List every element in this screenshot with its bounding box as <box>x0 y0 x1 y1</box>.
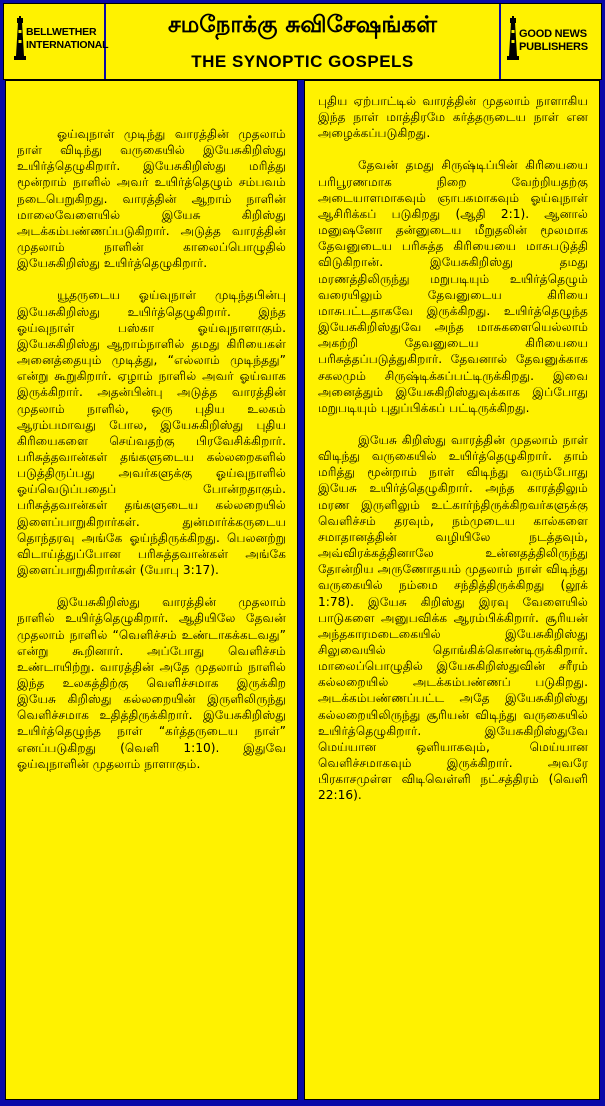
bellwether-logo <box>4 4 109 79</box>
page-header <box>3 3 602 80</box>
paragraph: இயேசுகிறிஸ்து வாரத்தின் முதலாம் நாளில் உயிர்த்தெழுகிறார். ஆதியிலே தேவன் முதலாம் நாளில் “வெளிச்சம் உண்டாகக்கடவது” என்று கூறினார். அப்போது வெளிச்சம் உண்டாயிற்று. வாரத்தின் அதே முதலாம் நாளில் இந்த உலகத்திற்கு வெளிச்சமாக இருக்கிற இயேசு கிறிஸ்து கல்லறையின் இருளிலிருந்து வெளிச்சமாக உதித்திருக்கிறார். இயேசுகிறிஸ்து உயிர்த்தெழுந்த நாள் “கர்த்தருடைய நாள்” எனப்படுகிறது (வெளி 1:10). இதுவே ஓய்வுநாளின் முதலாம் நாளாகும். <box>17 595 286 771</box>
paragraph: ஓய்வுநாள் முடிந்து வாரத்தின் முதலாம் நாள் விடிந்து வருகையில் இயேசுகிறிஸ்து உயிர்த்தெழுகிறார். இயேசுகிறிஸ்து மரித்து மூன்றாம் நாளில் அவர் உயிர்த்தெழும் சம்பவம் நடைபெறுகிறது. வாரத்தின் ஆறாம் நாளின் மாலைவேளையில் இயேசு கிறிஸ்து அடக்கம்பண்ணப்படுகிறார். அடுத்த வாரத்தின் முதலாம் நாளின் காலைப்பொழுதில் இயேசுகிறிஸ்து உயிர்த்தெழுகிறார். <box>17 127 286 271</box>
bellwether-logo-text: BELLWETHER INTERNATIONAL <box>26 26 109 51</box>
good-news-publishers-logo <box>499 4 601 79</box>
paragraph: புதிய ஏற்பாட்டில் வாரத்தின் முதலாம் நாளாகிய இந்த நாள் மாத்திரமே கர்த்தருடைய நாள் என அழைக்கப்படுகிறது. <box>318 94 588 141</box>
paragraph: இயேசு கிறிஸ்து வாரத்தின் முதலாம் நாள் விடிந்து வருகையில் உயிர்த்தெழுகிறார். தாம் மரித்து மூன்றாம் நாள் விடிந்து வரும்போது இயேசு உயிர்த்தெழுகிறார். அந்த காரத்திலும் மரண இருளிலும் உட்கார்ந்திருக்கிறவர்களுக்கு வெளிச்சம் தரவும், நம்முடைய கால்களை சமாதானத்தின் வழியிலே நடத்தவும், அவ்விரக்கத்தினாலே உன்னதத்திலிருந்து தோன்றிய அருணோதயம் முதலாம் நாள் விடிந்து வருகையில் நம்மை சந்தித்திருக்கிறது (லூக் 1:78). இயேசு கிறிஸ்து இரவு வேளையில் பாடுகளை அனுபவிக்க ஆரம்பிக்கிறார். சூரியன் அந்தகாரமடைகையில் இயேசுகிறிஸ்து சிலுவையில் தொங்கிக்கொண்டிருக்கிறார். மாலைப்பொழுதில் இயேசுகிறிஸ்துவின் சரீரம் கல்லறையில் அடக்கம்பண்ணப் படுகிறது. அடக்கம்பண்ணப்பட்ட அதே இயேசுகிறிஸ்து கல்லறையிலிருந்து சூரியன் விடிந்து வருகையில் உயிர்த்தெழுகிறார். இயேசுகிறிஸ்துவே மெய்யான ஒளியாகவும், மெய்யான வெளிச்சமாகவும் இருக்கிறார். அவரே பிரகாசமுள்ள விடிவெள்ளி நட்சத்திரம் (வெளி 22:16). <box>318 432 588 803</box>
good-news-publishers-logo-text: GOOD NEWS PUBLISHERS <box>519 28 588 53</box>
lighthouse-icon <box>507 16 519 62</box>
lighthouse-icon <box>14 16 26 62</box>
page-title-english: THE SYNOPTIC GOSPELS <box>191 52 414 71</box>
paragraph: தேவன் தமது சிருஷ்டிப்பின் கிரியையை பரிபூரணமாக நிறை வேற்றியதற்கு அடையாளமாகவும் ஞாபகமாகவும் ஓய்வுநாள் ஆசிரிக்கப் படுகிறது (ஆதி 2:1). ஆனால் மனுஷனோ தன்னுடைய மீறுதலின் மூலமாக தேவனுடைய பரிசுத்த கிரியையை மாசுபடுத்தி விடுகிறான். இயேசுகிறிஸ்து தமது மரணத்திலிருந்து மறுபடியும் உயிர்த்தெழும் வரையிலும் தேவனுடைய கிரியை மாசுபட்டதாகவே இருக்கிறது. உயிர்த்தெழுந்த இயேசுகிறிஸ்துவே அந்த மாசுகளையெல்லாம் அகற்றி தேவனுடைய கிரியையை பரிசுத்தப்படுத்துகிறார். தேவனால் தேவனுக்காக சகலமும் சிருஷ்டிக்கப்பட்டிருக்கிறது. இவை அனைத்தும் இயேசுகிறிஸ்துவுக்காக இப்போது மறுபடியும் புதுப்பிக்கப் பட்டிருக்கிறது. <box>318 158 588 415</box>
right-text-column <box>304 80 600 1100</box>
left-text-column <box>5 80 298 1100</box>
page-title-tamil: சமநோக்கு சுவிசேஷங்கள் <box>168 12 437 38</box>
paragraph: யூதருடைய ஓய்வுநாள் முடிந்தபின்பு இயேசுகிறிஸ்து உயிர்த்தெழுகிறார். இந்த ஓய்வுநாள் பஸ்கா ஓய்வுநாளாகும். இயேசுகிறிஸ்து ஆறாம்நாளில் தமது கிரியைகள் அனைத்தையும் முடித்து, “எல்லாம் முடிந்தது” என்று கூறுகிறார். ஏழாம் நாளில் அவர் ஓய்வாக இருக்கிறார். அதன்பின்பு அடுத்த வாரத்தின் முதலாம் நாளில், ஒரு புதிய உலகம் ஆரம்பமாவது போல, இயேசுகிறிஸ்து புதிய கிரியைகளை செய்வதற்கு பிரவேசிக்கிறார். பரிசுத்தவான்கள் தங்களுடைய கல்லறைகளில் படுத்திருப்பது அவர்களுக்கு ஓய்வுநாளில் ஓய்வெடுப்பதைப் போன்றதாகும். பரிசுத்தவான்கள் தங்களுடைய கல்லறையில் இளைப்பாறுகிறார்கள். துன்மார்க்கருடைய தொந்தரவு அங்கே ஓய்ந்திருக்கிறது. பெலனற்று விடாய்த்துப்போன பரிசுத்தவான்கள் அங்கே இளைப்பாறுகிறார்கள் (யோபு 3:17). <box>17 288 286 578</box>
